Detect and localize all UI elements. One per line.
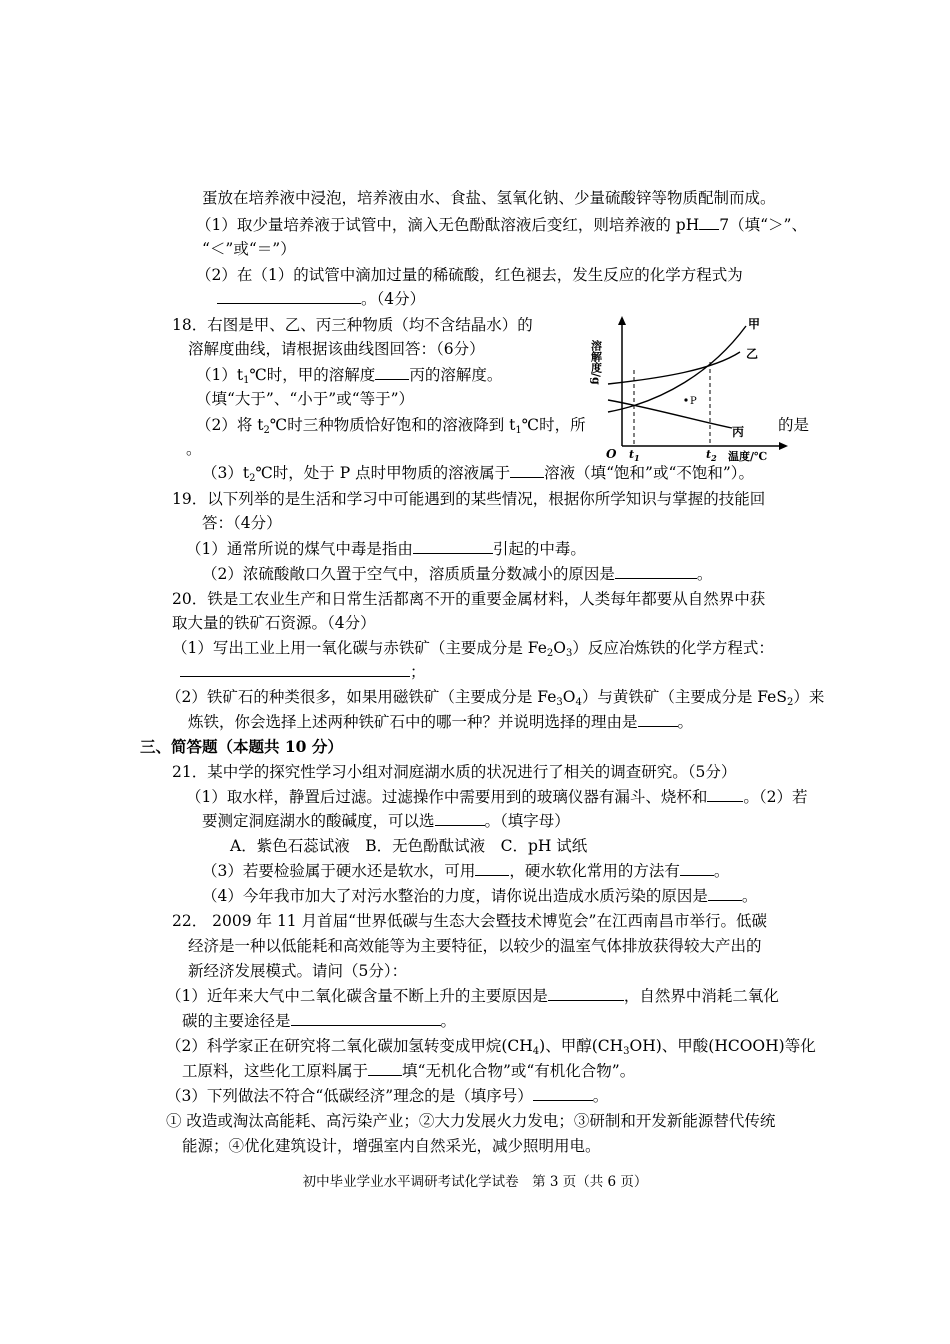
answer-blank[interactable] <box>375 364 409 380</box>
y-axis-label: 溶解度/g <box>589 340 603 385</box>
answer-blank[interactable] <box>217 288 361 304</box>
q18-part3: $(3)t_2℃$时，处于 P 点时甲物质的溶液属于 溶液（填“饱和”或“不饱和”）。 <box>202 464 755 484</box>
q21-part4: （4）今年我市加大了对污水整治的力度，请你说出造成水质污染的原因是 。 <box>202 887 758 905</box>
q18-part2-dot: 。 <box>186 440 202 458</box>
q19-stem-2: 答：（4分） <box>202 514 282 532</box>
answer-blank[interactable] <box>548 985 624 1001</box>
q18-stem-1: 18．右图是甲、乙、丙三种物质（均不含结晶水）的 <box>172 316 533 334</box>
q20-stem-1: 20．铁是工农业生产和日常生活都离不开的重要金属材料，人类每年都要从自然界中获 <box>172 590 766 608</box>
q20-part2: （2）铁矿石的种类很多，如果用磁铁矿（主要成分是 $Fe_3O_4$）与黄铁矿（主要成分是 FeS$_2$）来 <box>166 688 825 708</box>
q17-part1-cont: “＜”或“＝”） <box>202 240 296 258</box>
legend-yi: 乙 <box>746 347 759 361</box>
curve-bing <box>608 400 732 428</box>
q22-part3: （3）下列做法不符合“低碳经济”理念的是（填序号） 。 <box>166 1087 609 1105</box>
q22-stem-2: 经济是一种以低能耗和高效能等为主要特征，以较少的温室气体排放获得较大产出的 <box>188 937 762 955</box>
q20-part1-blank: ； <box>180 661 426 683</box>
q22-part1: （1）近年来大气中二氧化碳含量不断上升的主要原因是 ，自然界中消耗二氧化 <box>166 987 779 1005</box>
q20-part2-cont: 炼铁，你会选择上述两种铁矿石中的哪一种？并说明选择的理由是 。 <box>188 713 694 731</box>
q17-part1: （1）取少量培养液于试管中，滴入无色酚酞溶液后变红，则培养液的 pH 7（填“＞”、 <box>196 216 807 234</box>
q22-options-1: ① 改造或淘汰高能耗、高污染产业；②大力发展火力发电；③研制和开发新能源替代传统 <box>166 1112 776 1130</box>
q21-options: A．紫色石蕊试液 B．无色酚酞试液 C．pH 试纸 <box>230 837 588 855</box>
q21-part2: 要测定洞庭湖水的酸碱度，可以选 。（填字母） <box>202 812 570 830</box>
point-p-label: P <box>690 396 697 407</box>
q21-part1: （1）取水样，静置后过滤。过滤操作中需要用到的玻璃仪器有漏斗、烧杯和 。（2）若 <box>186 788 808 806</box>
answer-blank[interactable] <box>291 1010 441 1026</box>
origin-label: O <box>606 447 617 461</box>
q18-part1-hint: （填“大于”、“小于”或“等于”） <box>196 390 415 408</box>
q21-part3: （3）若要检验属于硬水还是软水，可用 ，硬水软化常用的方法有 。 <box>202 862 730 880</box>
q18-part1: $(1)t_1℃$时，甲的溶解度 丙的溶解度。 <box>196 366 503 386</box>
answer-blank[interactable] <box>413 538 493 554</box>
answer-blank[interactable] <box>615 563 697 579</box>
answer-blank[interactable] <box>699 214 719 230</box>
q19-part1: （1）通常所说的煤气中毒是指由 引起的中毒。 <box>186 540 586 558</box>
section-title: 三、简答题（本题共 10 分） <box>140 737 343 756</box>
page-footer: 初中毕业学业水平调研考试化学试卷 第 3 页（共 6 页） <box>302 1174 648 1190</box>
q17-line0: 蛋放在培养液中浸泡，培养液由水、食盐、氢氧化钠、少量硫酸锌等物质配制而成。 <box>202 189 776 207</box>
x-axis-label: 温度/℃ <box>728 450 768 462</box>
curve-jia <box>608 326 746 412</box>
answer-blank[interactable] <box>180 661 410 677</box>
answer-blank[interactable] <box>435 810 485 826</box>
q22-part1-cont: 碳的主要途径是 。 <box>182 1012 457 1030</box>
answer-blank[interactable] <box>368 1060 402 1076</box>
q17-part2: （2）在（1）的试管中滴加过量的稀硫酸，红色褪去，发生反应的化学方程式为 <box>196 266 743 284</box>
solubility-curve-figure <box>582 312 804 462</box>
answer-blank[interactable] <box>708 885 742 901</box>
legend-jia: 甲 <box>748 317 761 331</box>
q19-stem-1: 19．以下列举的是生活和学习中可能遇到的某些情况，根据你所学知识与掌握的技能回 <box>172 490 766 508</box>
answer-blank[interactable] <box>510 462 544 478</box>
q17-part2-blank: 。（4分） <box>217 288 425 310</box>
answer-blank[interactable] <box>638 711 678 727</box>
t1-label: $t_1$ <box>629 448 640 462</box>
t2-label: $t_2$ <box>706 448 717 462</box>
q20-stem-2: 取大量的铁矿石资源。（4分） <box>172 614 376 632</box>
x-axis-arrow <box>779 442 788 450</box>
q18-part2-tail: 的是 <box>778 416 810 434</box>
q19-part2: （2）浓硫酸敞口久置于空气中，溶质质量分数减小的原因是 。 <box>202 565 713 583</box>
q20-part1: （1）写出工业上用一氧化碳与赤铁矿（主要成分是 $Fe_2O_3$）反应冶炼铁的化学方程式： <box>172 639 774 659</box>
q22-stem-1: 22． 2009 年 11 月首届“世界低碳与生态大会暨技术博览会”在江西南昌市举行。低碳 <box>172 912 767 930</box>
q22-part2: （2）科学家正在研究将二氧化碳加氢转变成甲烷$(CH_4)$、甲醇$(CH_3OH)$、甲酸(HCOOH)等化 <box>166 1037 816 1057</box>
answer-blank[interactable] <box>707 786 743 802</box>
answer-blank[interactable] <box>475 860 509 876</box>
point-p <box>684 398 687 401</box>
q18-part2: （2）将 $t_2℃$时三种物质恰好饱和的溶液降到 $t_1℃$时，所 <box>196 416 586 436</box>
curve-yi <box>608 352 740 384</box>
q18-stem-2: 溶解度曲线，请根据该曲线图回答：（6分） <box>188 340 485 358</box>
q22-stem-3: 新经济发展模式。请问（5分）： <box>188 962 408 980</box>
q22-part2-cont: 工原料，这些化工原料属于 填“无机化合物”或“有机化合物”。 <box>182 1062 636 1080</box>
legend-bing: 丙 <box>732 425 745 439</box>
answer-blank[interactable] <box>533 1085 593 1101</box>
answer-blank[interactable] <box>680 860 714 876</box>
y-axis-arrow <box>618 316 626 325</box>
q22-options-2: 能源；④优化建筑设计，增强室内自然采光，减少照明用电。 <box>182 1137 601 1155</box>
q21-stem: 21．某中学的探究性学习小组对洞庭湖水质的状况进行了相关的调查研究。（5分） <box>172 763 737 781</box>
